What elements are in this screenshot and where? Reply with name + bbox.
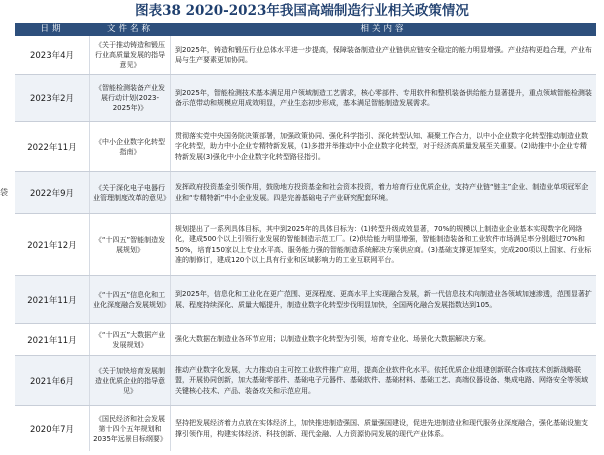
row-doc: 《国民经济和社会发展第十四个五年规划和2035年远景目标纲要》 [89,406,171,451]
row-doc: 《“十四五”大数据产业发展规划》 [89,324,171,355]
row-doc: 《智能检测装备产业发展行动计划(2023-2025年)》 [89,75,171,121]
row-content-text: 发挥政府投资基金引领作用，鼓励地方投资基金和社会资本投资，着力培育行业优质企业，支持产业链“链主”企业、制造业单项冠军企业和“专精特新”中小企业发展。四是完善基础电子产业研究配套环境。 [175,183,589,202]
row-content-text: 贯彻落实党中央国务院决策部署，加强政策协同、强化科学指引、深化转型认知、凝聚工作合力，以中小企业数字化转型推动制造业数字化转型，助力中小企业专精特新发展，(1)多措并举推动中小企业数字化转型，对于经济高质量发展至关重要。(2)助推中小企业专精特新发展(3)强化中小企业数字化转型路径指引。 [175,131,588,161]
header-date: 日期 [40,24,64,34]
row-content [171,36,596,74]
row-content-text: 强化大数据在制造业各环节应用；以制造业数字化转型为引领，培育专业化、场景化大数据解决方案。 [175,335,490,344]
policy-table [15,23,596,451]
row-date: 2023年4月 [29,51,75,61]
row-content-text: 到2025年，铸造和锻压行业总体水平进一步提高，保障装备制造业产业链供应链安全稳定的能力明显增强。产业结构更趋合理，产业布局与生产要素更加协同。 [175,45,592,64]
row-date: 2023年2月 [29,94,75,104]
row-content [171,172,596,213]
row-doc: 《“十四五”信息化和工业化深度融合发展规划》 [89,276,171,323]
row-content [171,324,596,355]
table-row [15,36,596,75]
row-date: 2022年11月 [27,142,77,153]
row-date: 2021年6月 [29,376,75,387]
table-row [15,172,596,214]
row-date: 2021年12月 [27,240,77,251]
row-doc: 《关于加快培育发展制造业优质企业的指导意见》 [89,356,171,405]
row-date: 2022年9月 [29,188,75,199]
row-content-text: 推动产业数字化发展，大力推动自主可控工业软件推广应用，提高企业软件化水平。依托优质企业组建创新联合体或技术创新战略联盟，开展协同创新，加大基础零部件、基础电子元器件、基础软件、基础材料、基础工艺、高端仪器设备、集成电路、网络安全等领域关键核心技术、产品、装备攻关和示范应用。 [175,365,588,395]
row-content [171,122,596,171]
table-header [15,23,596,36]
row-date: 2020年7月 [29,424,75,435]
row-content-text: 到2025年，信息化和工业化在更广范围、更深程度、更高水平上实现融合发展，新一代信息技术向制造业各领域加速渗透，范围显著扩展、程度持续深化、质量大幅提升，制造业数字化转型步伐明显加快，全国两化融合发展指数达到105。 [175,290,592,309]
header-doc: 文件名称 [106,24,153,34]
side-label: 袋 [0,188,8,197]
table-row [15,324,596,356]
table-row [15,406,596,451]
row-content [171,406,596,451]
row-date: 2021年11月 [27,295,77,306]
row-content [171,356,596,405]
table-row [15,276,596,324]
table-row [15,122,596,172]
header-content: 相关内容 [360,24,407,34]
row-date: 2021年11月 [27,335,77,346]
page-title: 图表38 2020-2023年我国高端制造行业相关政策情况 [135,3,469,19]
row-doc: 《中小企业数字化转型指南》 [89,122,171,171]
row-doc: 《关于推动铸造和锻压行业高质量发展的指导意见》 [89,36,171,74]
row-content-text: 坚持把发展经济着力点放在实体经济上，加快推进制造强国、质量强国建设，促进先进制造业和现代服务业深度融合，强化基础设施支撑引领作用，构建实体经济、科技创新、现代金融、人力资源协同发展的现代产业体系。 [175,419,588,438]
row-doc: 《关于深化电子电器行业管理制度改革的意见》 [89,172,171,213]
row-content-text: 规划提出了一系列具体目标，其中到2025年的具体目标为：(1)转型升级成效显著，70%的规模以上制造业企业基本实现数字化网络化，建成500个以上引领行业发展的智能制造示范工厂。(2)供给能力明显增强，智能制造装备和工业软件市场满足率分别超过70%和50%，培育150家以上专业水平高、服务能力强的智能制造系统解决方案供应商。(3)基础支撑更加坚实，完成200项以上国家、行业标准的制修订，建成120个以上具有行业和区域影响力的工业互联网平台。 [175,224,592,264]
row-content [171,214,596,275]
table-row [15,75,596,122]
row-doc: 《“十四五”智能制造发展规划》 [89,214,171,275]
row-content [171,75,596,121]
table-row [15,214,596,276]
row-content-text: 到2025年，智能检测技术基本满足用户领域制造工艺需求，核心零部件、专用软件和整机装备供给能力显著提升，重点领域智能检测装备示范带动和规模应用成效明显，产业生态初步形成，基本满足智能制造发展需求。 [175,88,592,107]
table-row [15,356,596,406]
row-content [171,276,596,323]
